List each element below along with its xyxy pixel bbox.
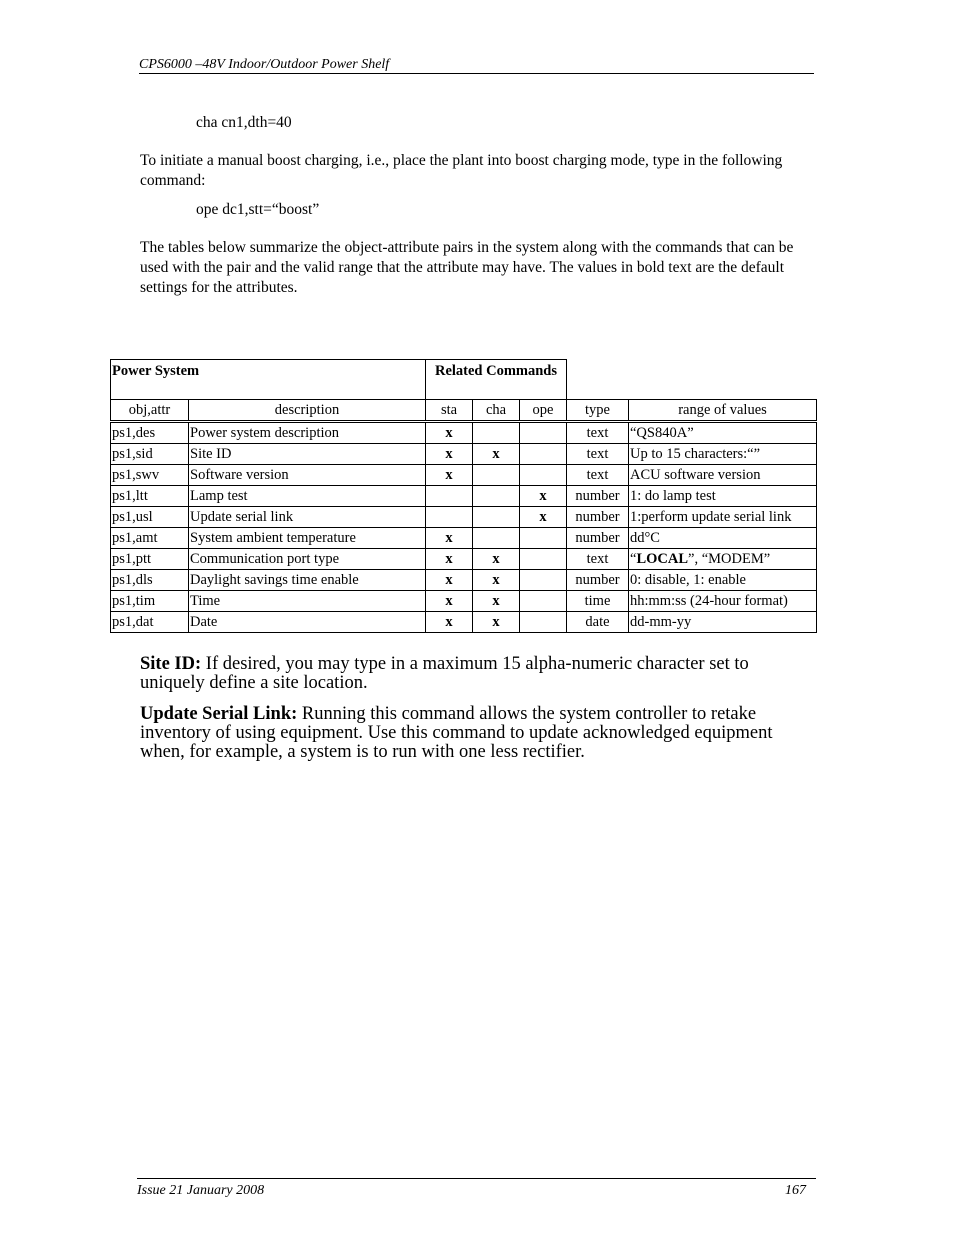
description-cell: Daylight savings time enable [189,570,426,591]
ope-cell [520,549,567,570]
ope-cell [520,528,567,549]
page-header [139,56,814,74]
header-range: range of values [629,400,817,422]
description-cell: Date [189,612,426,633]
table-row [111,422,817,444]
ope-cell: x [520,507,567,528]
command-example-1: cha cn1,dth=40 [196,114,292,131]
sta-cell [426,486,473,507]
range-prefix: “ [630,551,637,567]
table-row [111,591,817,612]
usl-label: Update Serial Link: [140,704,298,724]
range-cell: dd°C [629,528,817,549]
sta-cell: x [426,422,473,444]
header-obj-attr: obj,attr [111,400,189,422]
sta-cell: x [426,528,473,549]
table-row [111,507,817,528]
obj-cell: ps1,swv [111,465,189,486]
header-ope: ope [520,400,567,422]
cha-cell: x [473,570,520,591]
ope-cell [520,591,567,612]
usl-text: Running this command allows the system controller to retake inventory of using equipment. Use this command to update acknowledged equipment when, for example, a system is to run with one less rectifier. [140,704,773,762]
table-header-row [111,400,817,422]
footer-issue: Issue 21 January 2008 [137,1183,265,1198]
range-cell: ACU software version [629,465,817,486]
range-cell: 0: disable, 1: enable [629,570,817,591]
header-description: description [189,400,426,422]
obj-cell: ps1,tim [111,591,189,612]
ope-cell: x [520,486,567,507]
sta-cell: x [426,444,473,465]
sta-cell: x [426,612,473,633]
ope-cell [520,422,567,444]
type-cell: number [567,528,629,549]
cha-cell: x [473,549,520,570]
type-cell: date [567,612,629,633]
update-serial-link-note [140,705,790,762]
header-cha: cha [473,400,520,422]
cha-cell [473,465,520,486]
type-cell: number [567,486,629,507]
table-row [111,570,817,591]
type-cell: time [567,591,629,612]
type-cell: text [567,422,629,444]
description-cell: Power system description [189,422,426,444]
range-cell: dd-mm-yy [629,612,817,633]
range-cell: “QS840A” [629,422,817,444]
header-sta: sta [426,400,473,422]
type-cell: number [567,570,629,591]
tables-summary-paragraph: The tables below summarize the object-attribute pairs in the system along with the commands that can be used with the pair and the valid range that the attribute may have. The values in bold text are the default settings for the attributes. [140,239,794,296]
description-cell: Update serial link [189,507,426,528]
command-example-2: ope dc1,stt=“boost” [196,201,320,218]
ope-cell [520,444,567,465]
cha-cell: x [473,612,520,633]
range-cell: 1:perform update serial link [629,507,817,528]
table-title-row [111,360,817,400]
site-id-label: Site ID: [140,654,202,674]
obj-cell: ps1,usl [111,507,189,528]
table-row [111,612,817,633]
table-row [111,444,817,465]
range-cell: hh:mm:ss (24-hour format) [629,591,817,612]
table-row [111,528,817,549]
ope-cell [520,465,567,486]
header-type: type [567,400,629,422]
obj-cell: ps1,ltt [111,486,189,507]
type-cell: text [567,465,629,486]
ope-cell [520,570,567,591]
obj-cell: ps1,des [111,422,189,444]
obj-cell: ps1,dls [111,570,189,591]
cha-cell [473,422,520,444]
page-footer [137,1178,816,1203]
boost-charging-paragraph: To initiate a manual boost charging, i.e., place the plant into boost charging mode, type in the following command: [140,152,783,189]
page-number: 167 [785,1183,806,1198]
cha-cell: x [473,444,520,465]
range-cell: Up to 15 characters:“” [629,444,817,465]
table-row [111,465,817,486]
type-cell: text [567,444,629,465]
description-cell: System ambient temperature [189,528,426,549]
site-id-note [140,655,790,693]
description-cell: Communication port type [189,549,426,570]
sta-cell: x [426,549,473,570]
description-cell: Time [189,591,426,612]
header-title: CPS6000 –48V Indoor/Outdoor Power Shelf [139,57,390,72]
range-cell: 1: do lamp test [629,486,817,507]
related-commands-title: Related Commands [426,360,567,400]
sta-cell: x [426,570,473,591]
range-default-value: LOCAL [636,551,689,567]
type-cell: text [567,549,629,570]
obj-cell: ps1,ptt [111,549,189,570]
power-system-table [110,359,817,633]
section-title-cell: Power System [111,360,426,400]
type-cell: number [567,507,629,528]
sta-cell: x [426,465,473,486]
ope-cell [520,612,567,633]
obj-cell: ps1,sid [111,444,189,465]
obj-cell: ps1,dat [111,612,189,633]
table-row [111,549,817,570]
obj-cell: ps1,amt [111,528,189,549]
range-suffix: ”, “MODEM” [688,551,771,567]
table-row [111,486,817,507]
sta-cell [426,507,473,528]
site-id-text: If desired, you may type in a maximum 15 alpha-numeric character set to uniquely define a site location. [140,654,749,693]
description-cell: Lamp test [189,486,426,507]
range-cell [629,549,817,570]
description-cell: Site ID [189,444,426,465]
cha-cell: x [473,591,520,612]
cha-cell [473,507,520,528]
description-cell: Software version [189,465,426,486]
cha-cell [473,486,520,507]
cha-cell [473,528,520,549]
sta-cell: x [426,591,473,612]
